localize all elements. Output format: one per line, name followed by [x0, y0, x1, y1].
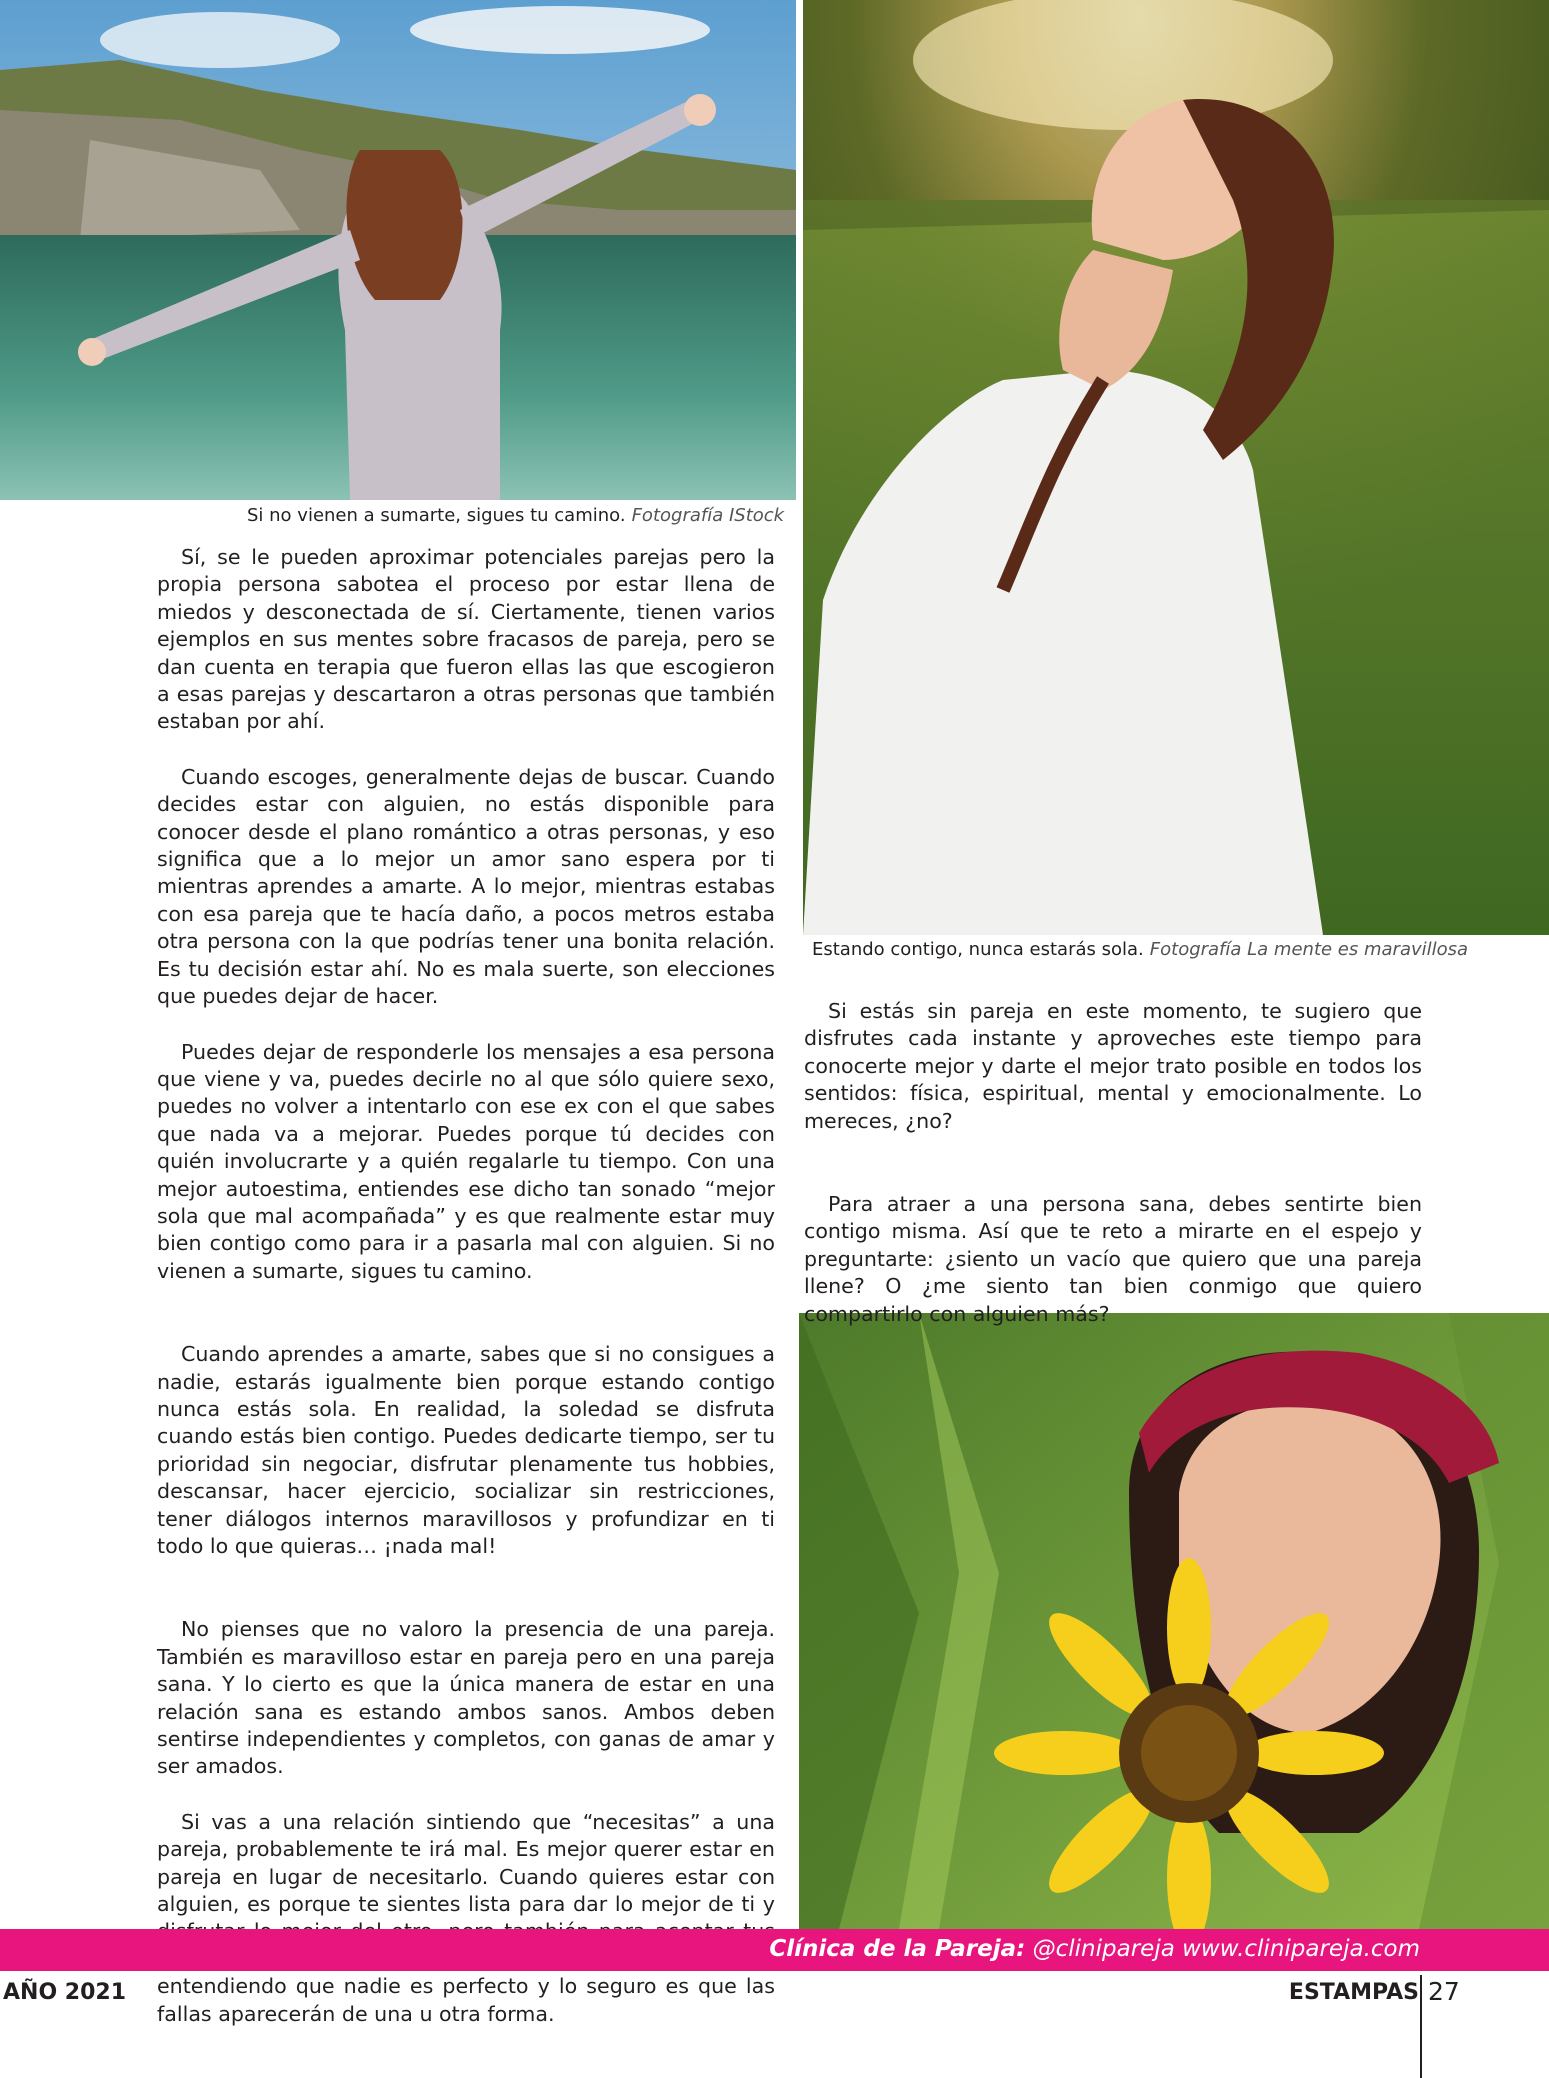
article-paragraph: Puedes dejar de responderle los mensajes a esa persona que viene y va, puedes decirle no al que sólo quiere sexo, puedes no volver a intentarlo con ese ex con el que sabes que nada va a mejorar. Puedes porque tú decides con quién involucrarte y a quién regalarle tu tiempo. Con una mejor autoestima, entiendes ese dicho tan sonado “mejor sola que mal acompañada” y es que realmente estar muy bien contigo como para ir a pasarla mal con alguien. Si no vienen a sumarte, sigues tu camino.: [157, 1039, 775, 1283]
issue-year: AÑO 2021: [3, 1980, 127, 2005]
woman-laughing-sunlight-photo: [803, 0, 1549, 935]
article-paragraph: Cuando escoges, generalmente dejas de buscar. Cuando decides estar con alguien, no estás disponible para conocer desde el plano romántico a otras personas, y eso significa que a lo mejor un amor sano espera por ti mientras aprendes a amarte. A lo mejor, mientras estabas con esa pareja que te hacía daño, a pocos metros estaba otra persona con la que podrías tener una bonita relación. Es tu decisión estar ahí. No es mala suerte, son elecciones que puedes dejar de hacer.: [157, 764, 775, 1009]
clinic-label: Clínica de la Pareja:: [769, 1936, 1026, 1962]
woman-sunflower-bandana-photo: [799, 1313, 1549, 1929]
footer-banner: [0, 1929, 1549, 1971]
photo-credit: Fotografía La mente es maravillosa: [1149, 939, 1469, 960]
woman-arms-open-lake-photo: [0, 0, 796, 500]
article-paragraph: No pienses que no valoro la presencia de una pareja. También es maravilloso estar en pareja pero en una pareja sana. Y lo cierto es que la única manera de estar en una relación sana es estando ambos sanos. Ambos deben sentirse independientes y completos, con ganas de amar y ser amados.: [157, 1617, 775, 1779]
footer-divider: [1420, 1975, 1422, 2078]
caption-text: Estando contigo, nunca estarás sola.: [812, 939, 1144, 960]
article-paragraph: Para atraer a una persona sana, debes sentirte bien contigo misma. Así que te reto a mirarte en el espejo y preguntarte: ¿siento un vacío que quiero que una pareja llene? O ¿me siento tan bien conmigo que quiero compartirlo con alguien más?: [804, 1192, 1422, 1326]
article-paragraph: Sí, se le pueden aproximar potenciales parejas pero la propia persona sabotea el proceso por estar llena de miedos y desconectada de sí. Ciertamente, tienen varios ejemplos en sus mentes sobre fracasos de pareja, pero se dan cuenta en terapia que fueron ellas las que escogieron a esas parejas y descartaron a otras personas que también estaban por ahí.: [157, 545, 775, 734]
magazine-name: ESTAMPAS: [1288, 1980, 1419, 2005]
photo1-caption: [247, 504, 784, 528]
left-article-column: [157, 544, 775, 2028]
photo2-caption: [812, 938, 1468, 962]
clinic-contact: @clinipareja www.clinipareja.com: [1032, 1936, 1420, 1962]
clinic-contact-line: [769, 1936, 1420, 1962]
article-paragraph: Si estás sin pareja en este momento, te sugiero que disfrutes cada instante y aproveches este tiempo para conocerte mejor y darte el mejor trato posible en todos los sentidos: física, espiritual, mental y emocionalmente. Lo mereces, ¿no?: [804, 999, 1422, 1133]
right-article-column: [804, 998, 1422, 1328]
page-number: 27: [1428, 1977, 1460, 2006]
caption-text: Si no vienen a sumarte, sigues tu camino.: [247, 505, 626, 526]
article-paragraph: Si vas a una relación sintiendo que “necesitas” a una pareja, probablemente te irá mal. Es mejor querer estar en pareja en lugar de necesitarlo. Cuando quieres estar con alguien, es porque te sientes lista para dar lo mejor de ti y entendiendo que nadie es perfecto y lo seguro es que las fallas aparecerán de una u otra forma.: [157, 1809, 775, 2026]
article-paragraph: Cuando aprendes a amarte, sabes que si no consigues a nadie, estarás igualmente bien porque estando contigo nunca estás sola. En realidad, la soledad se disfruta cuando estás bien contigo. Puedes dedicarte tiempo, ser tu prioridad sin negociar, disfrutar plenamente tus hobbies, descansar, hacer ejercicio, socializar sin restricciones, tener diálogos internos maravillosos y profundizar en ti todo lo que quieras… ¡nada mal!: [157, 1342, 775, 1558]
photo-credit: Fotografía IStock: [631, 505, 785, 526]
